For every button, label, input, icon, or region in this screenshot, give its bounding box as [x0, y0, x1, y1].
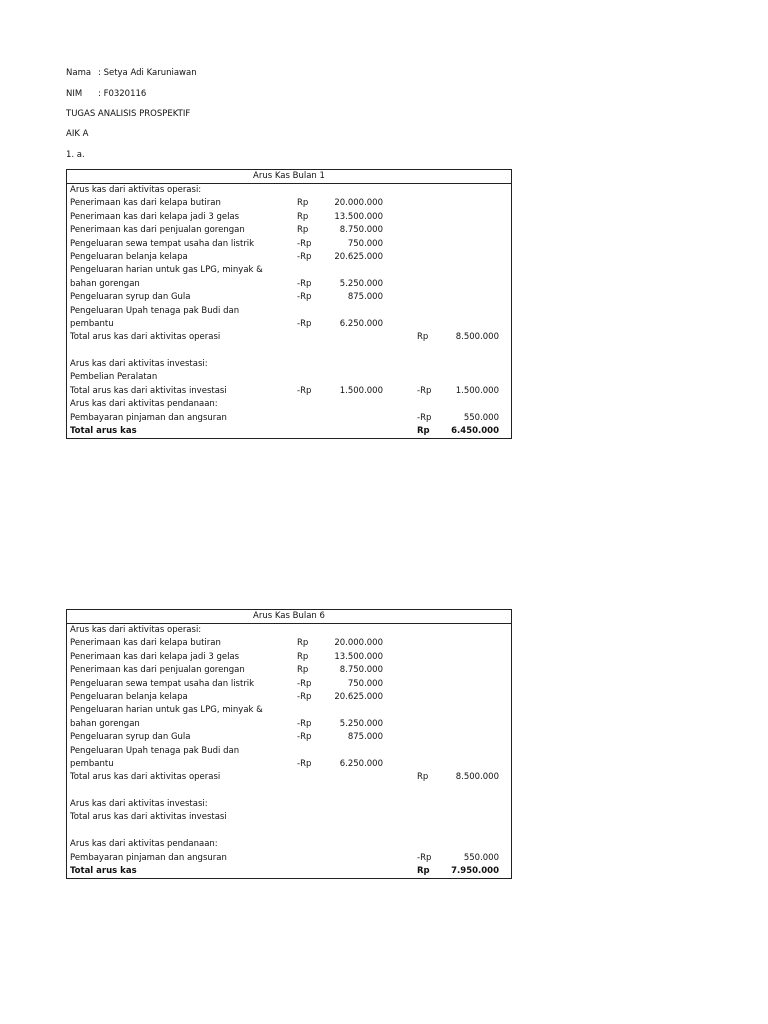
row-label: pembantu	[70, 758, 114, 769]
table-row	[67, 385, 511, 398]
table-row	[67, 358, 511, 371]
row-label: Pembelian Peralatan	[70, 372, 158, 383]
table-row	[67, 745, 511, 758]
row-label: Total arus kas dari aktivitas operasi	[70, 772, 221, 783]
row-amount-1: 875.000	[347, 292, 383, 303]
row-amount-1: 750.000	[347, 238, 383, 249]
row-currency-2: -Rp	[417, 385, 432, 396]
row-label: Penerimaan kas dari kelapa butiran	[70, 198, 221, 209]
table-row	[67, 651, 511, 664]
row-label: Pengeluaran belanja kelapa	[70, 251, 188, 262]
name-line	[66, 68, 197, 78]
row-label: Pengeluaran Upah tenaga pak Budi dan	[70, 305, 240, 316]
table-row	[67, 398, 511, 411]
row-currency-2: Rp	[417, 866, 430, 877]
row-label: Pengeluaran syrup dan Gula	[70, 732, 191, 743]
row-label: Pengeluaran sewa tempat usaha dan listrik	[70, 678, 255, 689]
row-label: Penerimaan kas dari penjualan gorengan	[70, 665, 245, 676]
table-row	[67, 691, 511, 704]
table-row	[67, 184, 511, 197]
row-label: Arus kas dari aktivitas investasi:	[70, 799, 208, 810]
row-amount-1: 6.250.000	[339, 758, 383, 769]
row-label: Penerimaan kas dari kelapa butiran	[70, 638, 221, 649]
row-label: bahan gorengan	[70, 278, 140, 289]
row-currency-1: -Rp	[297, 758, 312, 769]
row-amount-1: 13.500.000	[334, 651, 383, 662]
row-currency-2: Rp	[417, 772, 429, 783]
row-currency-2: Rp	[417, 426, 430, 437]
table-row	[67, 345, 511, 358]
row-amount-1: 8.750.000	[339, 665, 383, 676]
row-currency-2: -Rp	[417, 412, 432, 423]
table-title: Arus Kas Bulan 1	[67, 170, 511, 184]
nim-label: NIM	[66, 89, 83, 99]
row-label: Total arus kas dari aktivitas operasi	[70, 332, 221, 343]
row-currency-1: -Rp	[297, 385, 312, 396]
row-currency-2: Rp	[417, 332, 429, 343]
row-amount-1: 5.250.000	[339, 718, 383, 729]
row-currency-1: -Rp	[297, 678, 312, 689]
row-label: Total arus kas dari aktivitas investasi	[70, 385, 227, 396]
row-label: Pembayaran pinjaman dan angsuran	[70, 852, 227, 863]
row-currency-2: -Rp	[417, 852, 432, 863]
table-row	[67, 624, 511, 637]
row-label: pembantu	[70, 318, 114, 329]
table-row	[67, 224, 511, 237]
row-label: Arus kas dari aktivitas investasi:	[70, 359, 208, 370]
row-currency-1: -Rp	[297, 718, 312, 729]
row-currency-1: -Rp	[297, 251, 312, 262]
class-label: AIK A	[66, 129, 89, 139]
table-row	[67, 704, 511, 717]
table-row	[67, 664, 511, 677]
table-row	[67, 637, 511, 650]
table-row	[67, 412, 511, 425]
row-amount-1: 6.250.000	[339, 318, 383, 329]
row-amount-1: 20.625.000	[334, 251, 383, 262]
nim-line	[66, 89, 146, 99]
row-currency-1: -Rp	[297, 278, 312, 289]
nim-value: : F0320116	[98, 89, 147, 99]
table-row	[67, 785, 511, 798]
table-body	[67, 624, 511, 878]
name-value: : Setya Adi Karuniawan	[98, 68, 197, 78]
row-currency-1: Rp	[297, 665, 309, 676]
row-currency-1: -Rp	[297, 691, 312, 702]
table-row	[67, 264, 511, 277]
table-title: Arus Kas Bulan 6	[67, 610, 511, 624]
cashflow-table-month-1	[66, 169, 512, 439]
table-row	[67, 678, 511, 691]
cashflow-table-month-6	[66, 609, 512, 879]
row-amount-1: 20.000.000	[334, 638, 383, 649]
row-label: Penerimaan kas dari kelapa jadi 3 gelas	[70, 211, 240, 222]
row-amount-2: 8.500.000	[455, 332, 499, 343]
table-row	[67, 758, 511, 771]
row-label: Pengeluaran Upah tenaga pak Budi dan	[70, 745, 240, 756]
name-label: Nama	[66, 68, 92, 78]
table-row	[67, 278, 511, 291]
table-row	[67, 838, 511, 851]
row-amount-2: 7.950.000	[451, 866, 499, 877]
row-amount-1: 8.750.000	[339, 225, 383, 236]
row-label: Total arus kas dari aktivitas investasi	[70, 812, 227, 823]
table-body	[67, 184, 511, 438]
row-amount-2: 1.500.000	[455, 385, 499, 396]
row-amount-1: 5.250.000	[339, 278, 383, 289]
row-label: Penerimaan kas dari kelapa jadi 3 gelas	[70, 651, 240, 662]
table-row	[67, 825, 511, 838]
row-amount-1: 20.625.000	[334, 691, 383, 702]
row-label: Pengeluaran syrup dan Gula	[70, 292, 191, 303]
row-currency-1: Rp	[297, 651, 309, 662]
table-row	[67, 331, 511, 344]
table-row	[67, 865, 511, 878]
table-row	[67, 371, 511, 384]
table-row	[67, 238, 511, 251]
table-row	[67, 305, 511, 318]
table-row	[67, 425, 511, 438]
row-amount-1: 750.000	[347, 678, 383, 689]
row-label: Pembayaran pinjaman dan angsuran	[70, 412, 227, 423]
table-row	[67, 771, 511, 784]
row-currency-1: Rp	[297, 225, 309, 236]
table-row	[67, 811, 511, 824]
table-row	[67, 197, 511, 210]
row-label: Pengeluaran harian untuk gas LPG, minyak &	[70, 265, 263, 276]
table-row	[67, 251, 511, 264]
row-amount-2: 8.500.000	[455, 772, 499, 783]
row-label: Pengeluaran harian untuk gas LPG, minyak &	[70, 705, 263, 716]
table-row	[67, 852, 511, 865]
question-label: 1. a.	[66, 150, 85, 160]
row-amount-1: 1.500.000	[339, 385, 383, 396]
row-label: Pengeluaran belanja kelapa	[70, 691, 188, 702]
row-currency-1: Rp	[297, 211, 309, 222]
row-label: Total arus kas	[70, 426, 137, 437]
table-row	[67, 318, 511, 331]
row-currency-1: Rp	[297, 198, 309, 209]
row-amount-2: 6.450.000	[451, 426, 499, 437]
row-label: Total arus kas	[70, 866, 137, 877]
task-title: TUGAS ANALISIS PROSPEKTIF	[66, 109, 191, 119]
row-amount-1: 13.500.000	[334, 211, 383, 222]
row-currency-1: -Rp	[297, 732, 312, 743]
row-label: Arus kas dari aktivitas pendanaan:	[70, 399, 218, 410]
row-label: Penerimaan kas dari penjualan gorengan	[70, 225, 245, 236]
row-label: Arus kas dari aktivitas operasi:	[70, 185, 202, 195]
row-amount-1: 875.000	[347, 732, 383, 743]
table-row	[67, 798, 511, 811]
row-amount-2: 550.000	[463, 852, 499, 863]
row-label: Pengeluaran sewa tempat usaha dan listrik	[70, 238, 255, 249]
row-currency-1: -Rp	[297, 238, 312, 249]
table-row	[67, 291, 511, 304]
row-currency-1: -Rp	[297, 292, 312, 303]
row-label: Arus kas dari aktivitas operasi:	[70, 625, 202, 635]
table-row	[67, 211, 511, 224]
table-row	[67, 718, 511, 731]
row-amount-1: 20.000.000	[334, 198, 383, 209]
row-amount-2: 550.000	[463, 412, 499, 423]
row-currency-1: Rp	[297, 638, 309, 649]
table-row	[67, 731, 511, 744]
row-label: Arus kas dari aktivitas pendanaan:	[70, 839, 218, 850]
row-label: bahan gorengan	[70, 718, 140, 729]
row-currency-1: -Rp	[297, 318, 312, 329]
